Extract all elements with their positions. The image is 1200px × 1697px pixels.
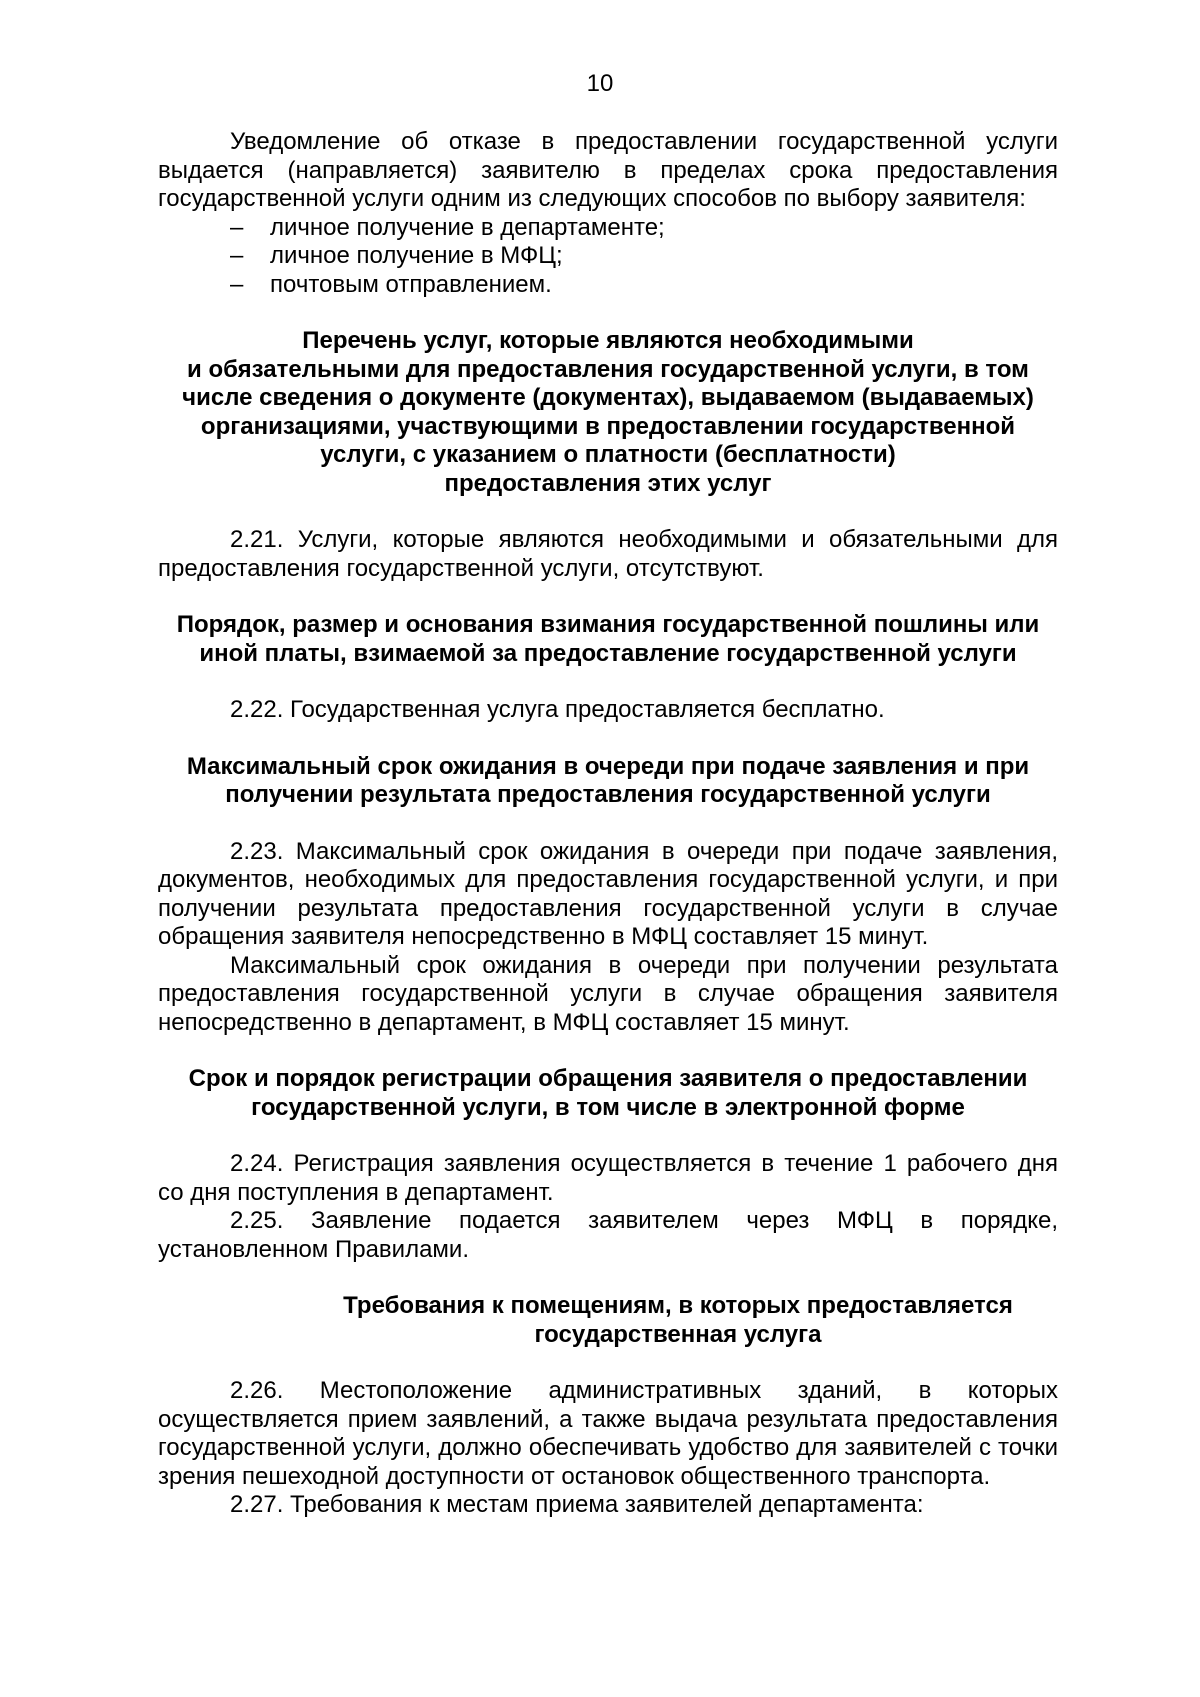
dash-marker: – — [230, 242, 244, 269]
heading-line: получении результата предоставления государственной услуги — [225, 781, 991, 808]
paragraph-2-24: 2.24. Регистрация заявления осуществляется в течение 1 рабочего дня со дня поступления в департамент. — [158, 1150, 1058, 1206]
page-number: 10 — [586, 70, 614, 97]
heading-line: предоставления этих услуг — [444, 469, 772, 497]
dash-marker: – — [230, 213, 244, 241]
section-heading-registration — [158, 1065, 1058, 1122]
list-item — [158, 271, 1058, 300]
section-heading-fees — [158, 611, 1058, 668]
paragraph-2-23: 2.23. Максимальный срок ожидания в очереди при подаче заявления, документов, необходимых для предоставления государственной услуги, и при получении результата предоставления государственной услуги в случае обращения заявителя непосредственно в МФЦ составляет 15 минут. — [158, 837, 1058, 950]
heading-line: государственная услуга — [534, 1320, 822, 1348]
list-item-text: личное получение в департаменте; — [270, 213, 665, 241]
heading-line: организациями, участвующими в предоставлении государственной — [200, 412, 1016, 440]
list-item-text: почтовым отправлением. — [270, 270, 552, 298]
section-heading-queue-time — [158, 753, 1058, 810]
paragraph-2-25: 2.25. Заявление подается заявителем через МФЦ в порядке, установленном Правилами. — [158, 1207, 1058, 1263]
heading-line: Перечень услуг, которые являются необходимыми — [302, 327, 914, 354]
paragraph-2-21: 2.21. Услуги, которые являются необходимыми и обязательными для предоставления государственной услуги, отсутствуют. — [158, 526, 1058, 582]
section-heading-services-list — [158, 327, 1058, 498]
heading-line: числе сведения о документе (документах), выдаваемом (выдаваемых) — [182, 384, 1034, 411]
heading-line: и обязательными для предоставления государственной услуги, в том — [187, 355, 1029, 383]
section-heading-premises — [158, 1292, 1058, 1349]
document-body — [158, 128, 1058, 1520]
heading-line: услуги, с указанием о платности (бесплатности) — [320, 441, 896, 468]
paragraph-2-26: 2.26. Местоположение административных зданий, в которых осуществляется прием заявлений, а также выдача результата предоставления государственной услуги, должно обеспечивать удобство для заявителей с точки зрения пешеходной доступности от остановок общественного транспорта. — [158, 1377, 1058, 1490]
heading-line: Максимальный срок ожидания в очереди при подаче заявления и при — [186, 752, 1030, 780]
heading-line: Порядок, размер и основания взимания государственной пошлины или — [176, 611, 1040, 638]
heading-line: иной платы, взимаемой за предоставление государственной услуги — [199, 639, 1017, 667]
heading-line: государственной услуги, в том числе в электронной форме — [251, 1093, 965, 1121]
refusal-notice-paragraph: Уведомление об отказе в предоставлении государственной услуги выдается (направляется) заявителю в пределах срока предоставления государственной услуги одним из следующих способов по выбору заявителя: — [158, 128, 1058, 212]
paragraph-2-23-continued: Максимальный срок ожидания в очереди при получении результата предоставления государственной услуги в случае обращения заявителя непосредственно в департамент, в МФЦ составляет 15 минут. — [158, 951, 1058, 1036]
paragraph-2-27: 2.27. Требования к местам приема заявителей департамента: — [230, 1491, 924, 1518]
delivery-methods-list — [158, 214, 1058, 300]
list-item — [158, 242, 1058, 271]
list-item-text: личное получение в МФЦ; — [270, 242, 563, 269]
list-item — [158, 214, 1058, 243]
dash-marker: – — [230, 270, 244, 298]
heading-line: Срок и порядок регистрации обращения заявителя о предоставлении — [188, 1065, 1028, 1092]
paragraph-2-22: 2.22. Государственная услуга предоставляется бесплатно. — [230, 696, 885, 723]
heading-line: Требования к помещениям, в которых предоставляется — [343, 1292, 1013, 1319]
